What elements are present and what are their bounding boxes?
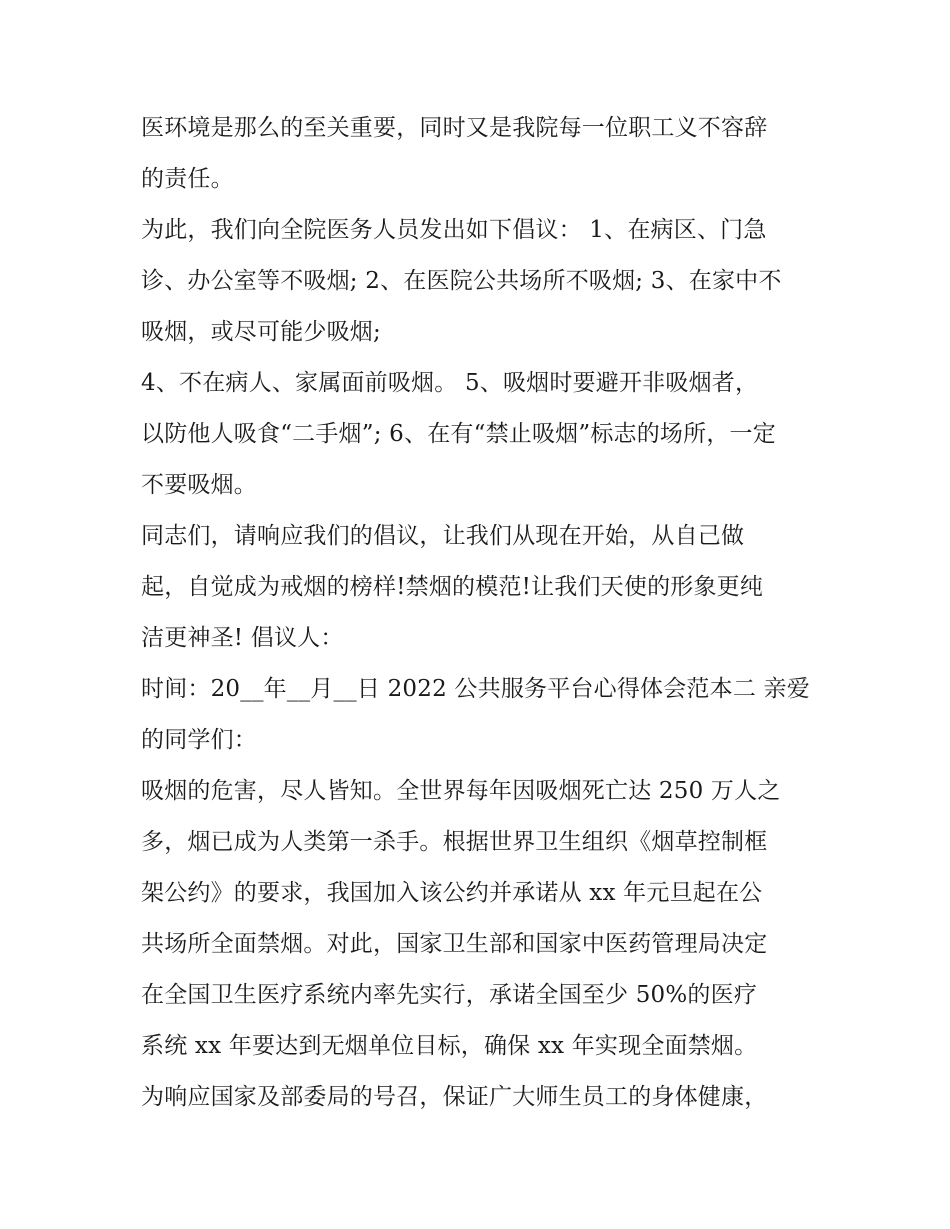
text-line: 同志们，请响应我们的倡议，让我们从现在开始，从自己做 [141,523,745,549]
text-line: 时间：20__年__月__日 2022 公共服务平台心得体会范本二 亲爱 [141,676,810,702]
text-line: 在全国卫生医疗系统内率先实行，承诺全国至少 50%的医疗 [141,982,758,1008]
text-line: 吸烟，或尽可能少吸烟; [141,319,381,345]
text-line: 为响应国家及部委局的号召，保证广大师生员工的身体健康， [141,1084,768,1110]
text-line: 医环境是那么的至关重要，同时又是我院每一位职工义不容辞 [141,115,768,141]
text-line: 吸烟的危害，尽人皆知。全世界每年因吸烟死亡达 250 万人之 [141,778,781,804]
text-line: 4、不在病人、家属面前吸烟。 5、吸烟时要避开非吸烟者， [141,370,759,396]
text-line: 架公约》的要求，我国加入该公约并承诺从 xx 年元旦起在公 [141,880,763,906]
text-line: 多，烟已成为人类第一杀手。根据世界卫生组织《烟草控制框 [141,829,768,855]
text-line: 洁更神圣! 倡议人： [141,625,344,651]
text-line: 共场所全面禁烟。对此，国家卫生部和国家中医药管理局决定 [141,931,768,957]
text-line: 的责任。 [141,166,234,192]
body-text [141,103,821,1123]
text-line: 诊、办公室等不吸烟; 2、在医院公共场所不吸烟; 3、在家中不 [141,268,782,294]
text-line: 的同学们： [141,727,257,753]
text-line: 为此，我们向全院医务人员发出如下倡议： 1、在病区、门急 [141,217,767,243]
text-line: 系统 xx 年要达到无烟单位目标，确保 xx 年实现全面禁烟。 [141,1033,758,1059]
text-line: 以防他人吸食“二手烟”; 6、在有“禁止吸烟”标志的场所，一定 [141,421,776,447]
text-line: 起，自觉成为戒烟的榜样!禁烟的模范!让我们天使的形象更纯 [141,574,764,600]
text-line: 不要吸烟。 [141,472,257,498]
